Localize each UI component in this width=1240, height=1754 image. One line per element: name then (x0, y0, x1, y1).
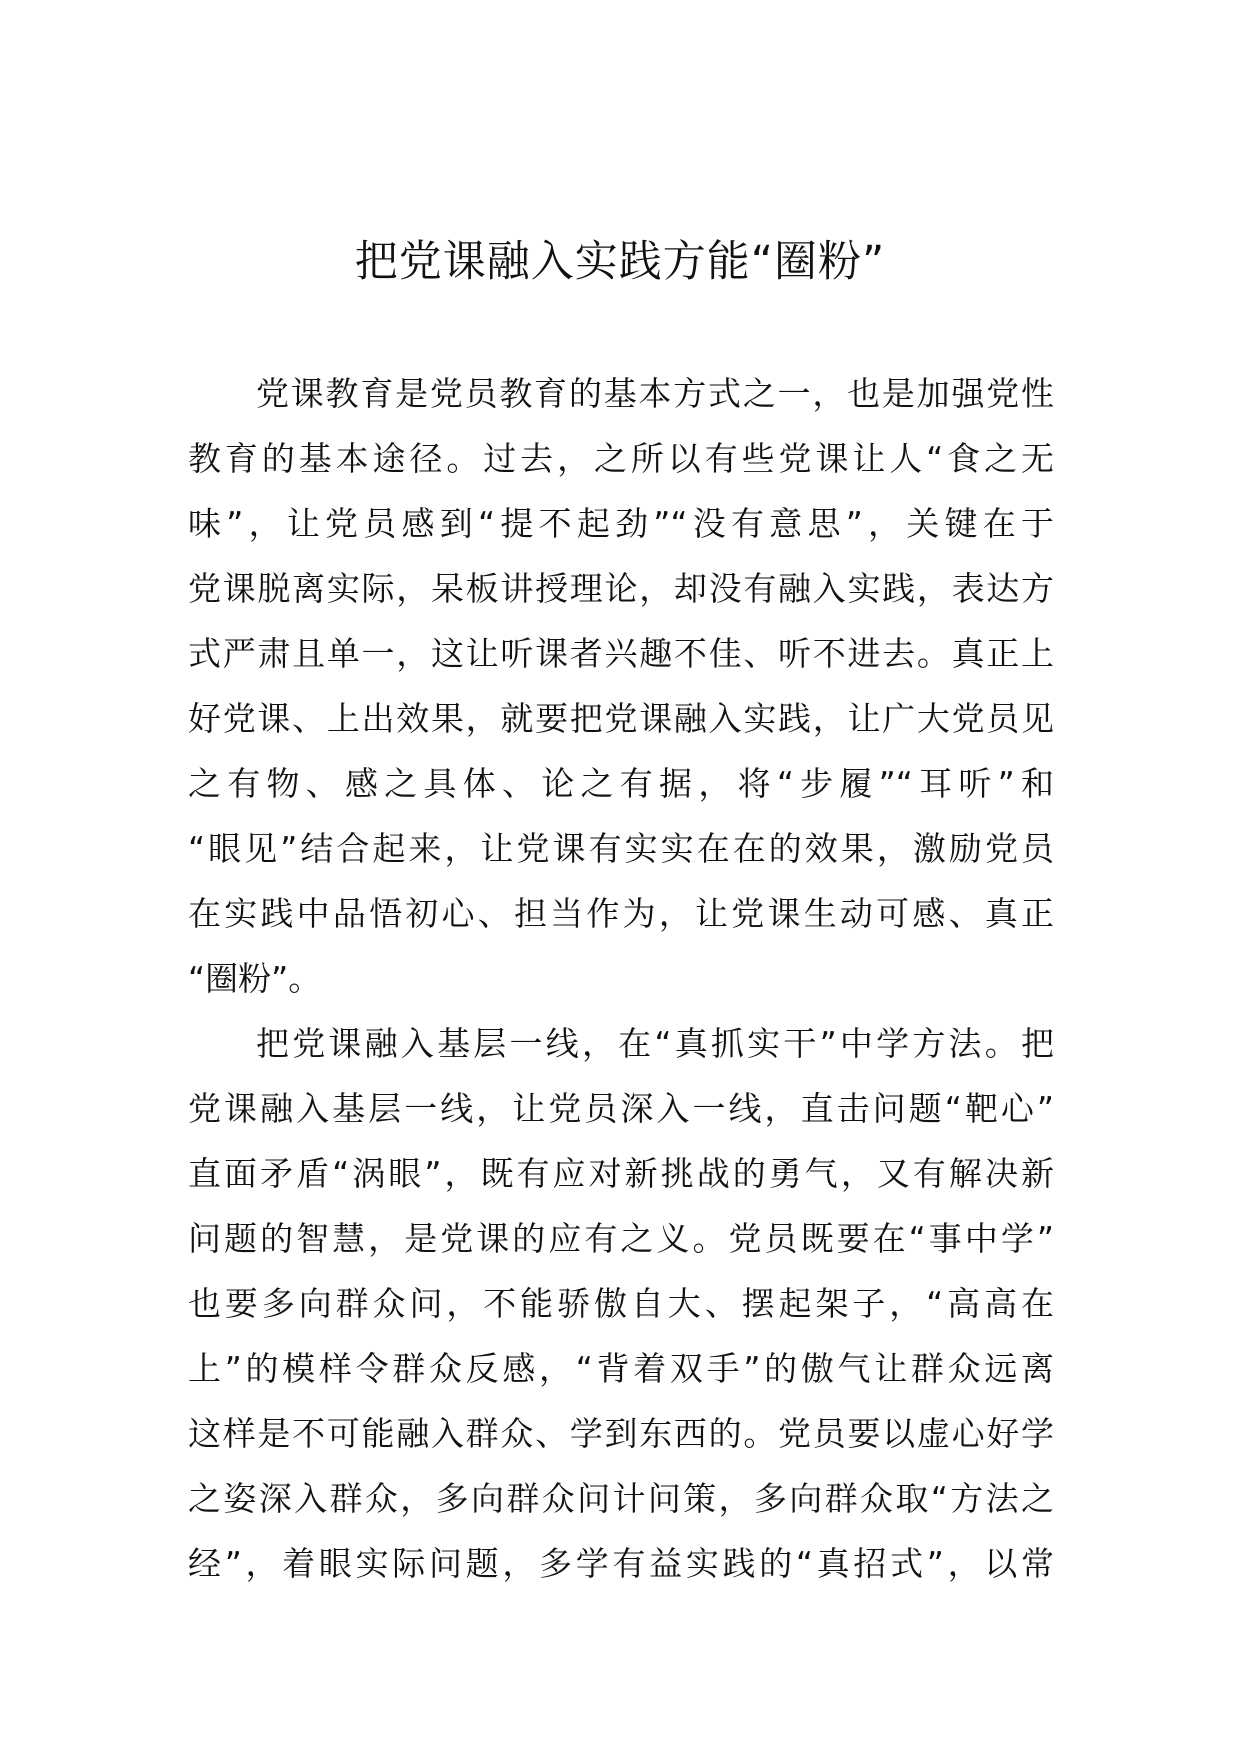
paragraph-1-line-4: 党课脱离实际，呆板讲授理论，却没有融入实践，表达方 (188, 569, 1054, 608)
paragraph-2-line-8: 之姿深入群众，多向群众问计问策，多向群众取“方法之 (188, 1479, 1054, 1518)
document-title: 把党课融入实践方能“圈粉” (354, 237, 886, 287)
paragraph-1-line-2: 教育的基本途径。过去，之所以有些党课让人“食之无 (188, 439, 1054, 478)
paragraph-2-line-4: 问题的智慧，是党课的应有之义。党员既要在“事中学” (188, 1219, 1054, 1258)
paragraph-2-line-2: 党课融入基层一线，让党员深入一线，直击问题“靶心” (188, 1089, 1054, 1128)
paragraph-2-line-3: 直面矛盾“涡眼”，既有应对新挑战的勇气，又有解决新 (188, 1154, 1054, 1193)
document-body (188, 361, 1054, 1596)
paragraph-1-line-3: 味”，让党员感到“提不起劲”“没有意思”，关键在于 (188, 504, 1054, 543)
paragraph-1-line-9: 在实践中品悟初心、担当作为，让党课生动可感、真正 (188, 894, 1054, 933)
paragraph-1-line-7: 之有物、感之具体、论之有据，将“步履”“耳听”和 (188, 764, 1054, 803)
paragraph-1-line-5: 式严肃且单一，这让听课者兴趣不佳、听不进去。真正上 (188, 634, 1054, 673)
paragraph-2-line-1: 把党课融入基层一线，在“真抓实干”中学方法。把 (256, 1024, 1054, 1063)
paragraph-1-line-8: “眼见”结合起来，让党课有实实在在的效果，激励党员 (188, 829, 1054, 868)
paragraph-1-line-1: 党课教育是党员教育的基本方式之一，也是加强党性 (256, 374, 1054, 413)
paragraph-2-line-9: 经”，着眼实际问题，多学有益实践的“真招式”，以常 (188, 1544, 1054, 1583)
paragraph-1-line-6: 好党课、上出效果，就要把党课融入实践，让广大党员见 (188, 699, 1054, 738)
paragraph-2-line-5: 也要多向群众问，不能骄傲自大、摆起架子，“高高在 (188, 1284, 1054, 1323)
paragraph-2-line-7: 这样是不可能融入群众、学到东西的。党员要以虚心好学 (188, 1414, 1054, 1453)
paragraph-1-line-10: “圈粉”。 (188, 959, 322, 998)
paragraph-2-line-6: 上”的模样令群众反感，“背着双手”的傲气让群众远离 (188, 1349, 1054, 1388)
